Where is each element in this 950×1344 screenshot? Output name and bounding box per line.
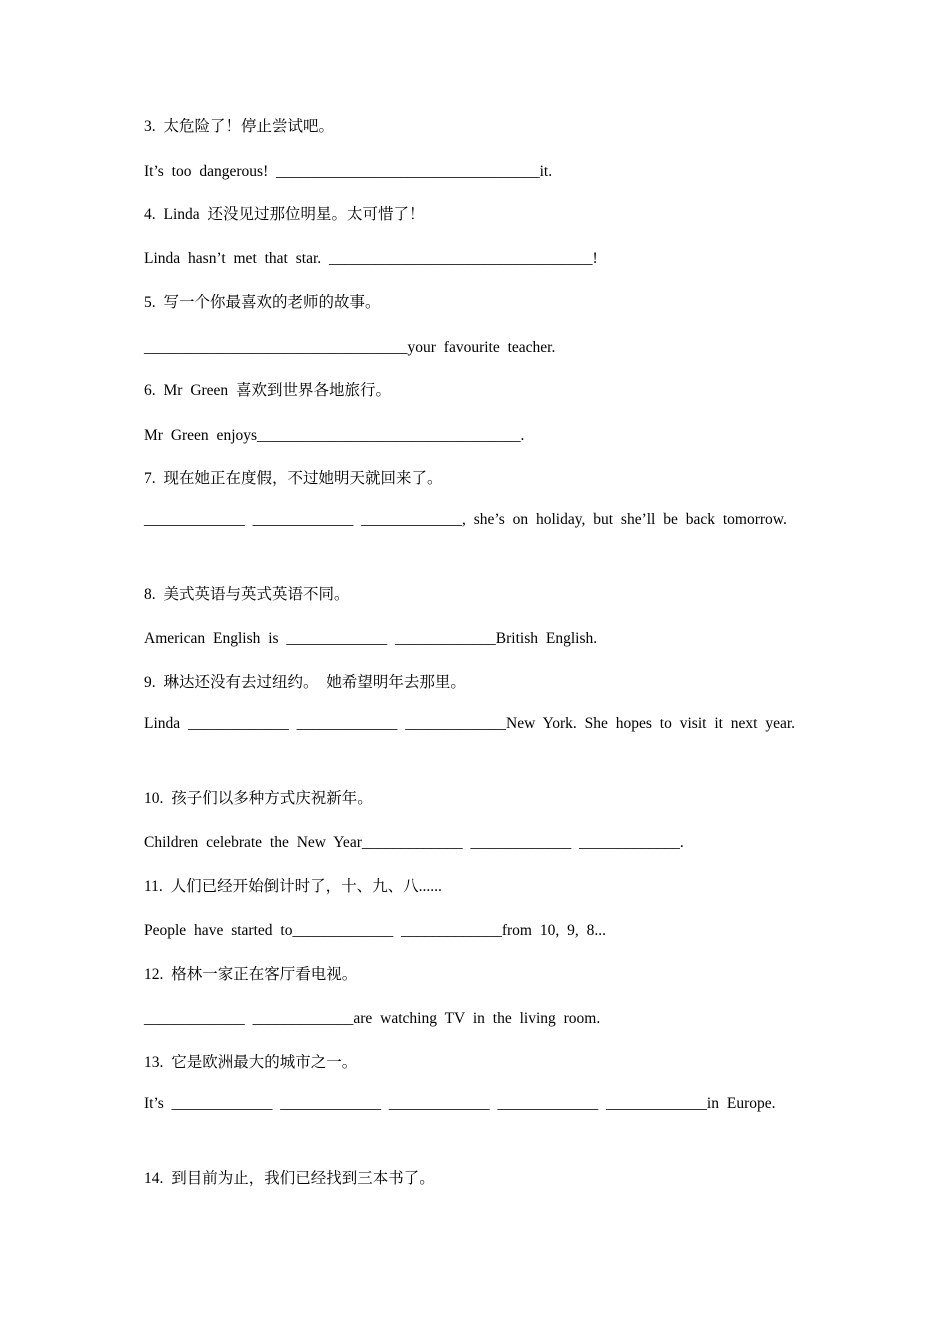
question-9-chinese: 9. 琳达还没有去过纽约。 她希望明年去那里。 <box>144 674 466 691</box>
question-11-answer: People have started to_____________ _____________from 10, 9, 8... <box>144 922 606 939</box>
question-6-chinese: 6. Mr Green 喜欢到世界各地旅行。 <box>144 382 392 399</box>
question-6-answer: Mr Green enjoys__________________________________. <box>144 427 525 444</box>
question-4-chinese: 4. Linda 还没见过那位明星。太可惜了！ <box>144 206 425 223</box>
question-3-answer: It’s too dangerous! __________________________________it. <box>144 163 553 180</box>
question-12-chinese: 12. 格林一家正在客厅看电视。 <box>144 966 358 983</box>
question-5-chinese: 5. 写一个你最喜欢的老师的故事。 <box>144 294 381 311</box>
question-10-chinese: 10. 孩子们以多种方式庆祝新年。 <box>144 790 373 807</box>
question-9-answer: Linda _____________ _____________ _____________New York. She hopes to visit it next year. <box>144 715 796 732</box>
question-4-answer: Linda hasn’t met that star. __________________________________! <box>144 250 598 267</box>
question-8-chinese: 8. 美式英语与英式英语不同。 <box>144 586 350 603</box>
question-7-answer: _____________ _____________ _____________, she’s on holiday, but she’ll be back tomorrow. <box>144 511 787 528</box>
question-3-chinese: 3. 太危险了！停止尝试吧。 <box>144 118 335 135</box>
question-10-answer: Children celebrate the New Year_____________ _____________ _____________. <box>144 834 684 851</box>
question-5-answer: __________________________________your favourite teacher. <box>144 339 556 356</box>
question-12-answer: _____________ _____________are watching TV in the living room. <box>144 1010 601 1027</box>
question-7-chinese: 7. 现在她正在度假，不过她明天就回来了。 <box>144 470 443 487</box>
question-11-chinese: 11. 人们已经开始倒计时了，十、九、八...... <box>144 878 442 895</box>
question-8-answer: American English is _____________ _____________British English. <box>144 630 598 647</box>
question-14-chinese: 14. 到目前为止，我们已经找到三本书了。 <box>144 1170 435 1187</box>
question-13-answer: It’s _____________ _____________ _____________ _____________ _____________in Europe. <box>144 1095 776 1112</box>
question-13-chinese: 13. 它是欧洲最大的城市之一。 <box>144 1054 358 1071</box>
